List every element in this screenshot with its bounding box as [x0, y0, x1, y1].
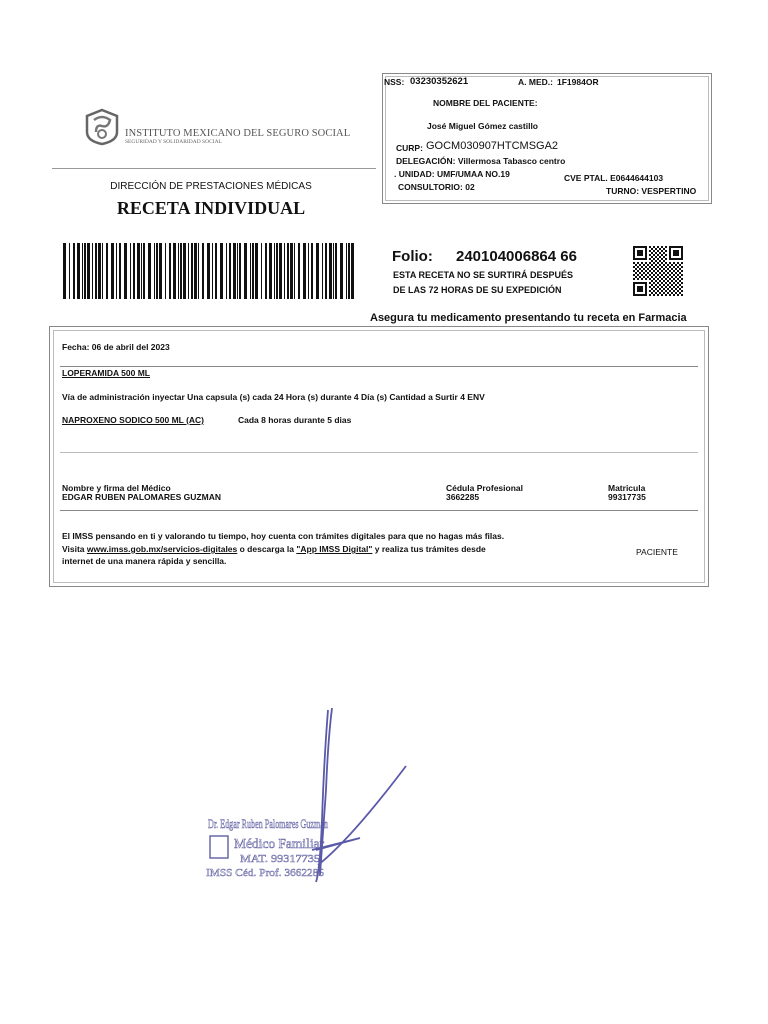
prescription-date: Fecha: 06 de abril del 2023 — [62, 342, 170, 352]
folio-label: Folio: — [392, 248, 433, 265]
stamp-mat: MAT. 99317735 — [240, 853, 321, 865]
consultorio: CONSULTORIO: 02 — [398, 182, 475, 192]
footer-line-3: internet de una manera rápida y sencilla. — [62, 556, 227, 566]
nss-value: 03230352621 — [410, 76, 469, 87]
amed-value: 1F1984OR — [557, 77, 599, 87]
direction-label: DIRECCIÓN DE PRESTACIONES MÉDICAS — [110, 181, 312, 192]
expiry-warning-1: ESTA RECETA NO SE SURTIRÁ DESPUÉS — [393, 270, 574, 280]
footer-line-2 — [62, 544, 486, 554]
delegacion: DELEGACIÓN: Villermosa Tabasco centro — [396, 156, 566, 166]
medication-2-name: NAPROXENO SODICO 500 ML (AC) — [62, 415, 205, 425]
footer-visita: Visita — [62, 544, 87, 554]
medication-2-instructions: Cada 8 horas durante 5 dias — [238, 415, 352, 425]
medication-1-instructions: Vía de administración inyectar Una capsula (s) cada 24 Hora (s) durante 4 Día (s) Cantidad a Surtir 4 ENV — [62, 392, 485, 402]
patient-name: José Miguel Gómez castillo — [427, 121, 539, 131]
imss-logo-icon — [84, 108, 120, 146]
patient-name-label: NOMBRE DEL PACIENTE: — [433, 98, 538, 108]
divider — [60, 510, 698, 511]
document-title: RECETA INDIVIDUAL — [116, 198, 306, 218]
matricula-label: Matricula — [608, 483, 646, 493]
nss-label: NSS: — [384, 77, 405, 87]
qr-code-icon — [633, 246, 683, 296]
curp-label: CURP: — [396, 143, 423, 153]
divider — [60, 366, 698, 367]
expiry-warning-2: DE LAS 72 HORAS DE SU EXPEDICIÓN — [393, 285, 562, 295]
doctor-name: EDGAR RUBEN PALOMARES GUZMAN — [62, 492, 221, 502]
amed-label: A. MED.: — [518, 77, 553, 87]
unidad: . UNIDAD: UMF/UMAA NO.19 — [394, 169, 510, 179]
institution-name: INSTITUTO MEXICANO DEL SEGURO SOCIAL — [125, 128, 351, 139]
stamp-logo-icon — [210, 836, 228, 858]
footer-rest: y realiza tus trámites desde — [372, 544, 486, 554]
footer-descarga: o descarga la — [237, 544, 297, 554]
copy-type: PACIENTE — [636, 547, 678, 557]
curp-value: GOCM030907HTCMSGA2 — [426, 140, 559, 152]
doctor-stamp-signature — [200, 700, 420, 890]
matricula-value: 99317735 — [608, 492, 646, 502]
medication-1-name: LOPERAMIDA 500 ML — [62, 368, 151, 378]
pharmacy-notice: Asegura tu medicamento presentando tu receta en Farmacia — [370, 312, 687, 324]
header-divider — [52, 168, 376, 169]
institution-subtitle: SEGURIDAD Y SOLIDARIDAD SOCIAL — [125, 139, 222, 145]
footer-line-1: El IMSS pensando en ti y valorando tu tiempo, hoy cuenta con trámites digitales para que no hagas más filas. — [62, 531, 505, 541]
doctor-name-label: Nombre y firma del Médico — [62, 483, 171, 493]
stamp-doctor-name: Dr. Edgar Ruben Palomares Guzman — [208, 816, 329, 831]
cedula-label: Cédula Profesional — [446, 483, 523, 493]
folio-value: 240104006864 66 — [456, 248, 577, 265]
app-link[interactable]: "App IMSS Digital" — [296, 544, 373, 554]
cedula-value: 3662285 — [446, 492, 480, 502]
divider — [60, 452, 698, 453]
stamp-role: Médico Familiar — [234, 837, 325, 852]
stamp-ced: IMSS Céd. Prof. 3662285 — [206, 867, 325, 879]
barcode-icon — [63, 243, 355, 299]
cve-ptal: CVE PTAL. E0644644103 — [564, 173, 664, 183]
imss-url-link[interactable]: www.imss.gob.mx/servicios-digitales — [86, 544, 238, 554]
turno: TURNO: VESPERTINO — [606, 186, 697, 196]
